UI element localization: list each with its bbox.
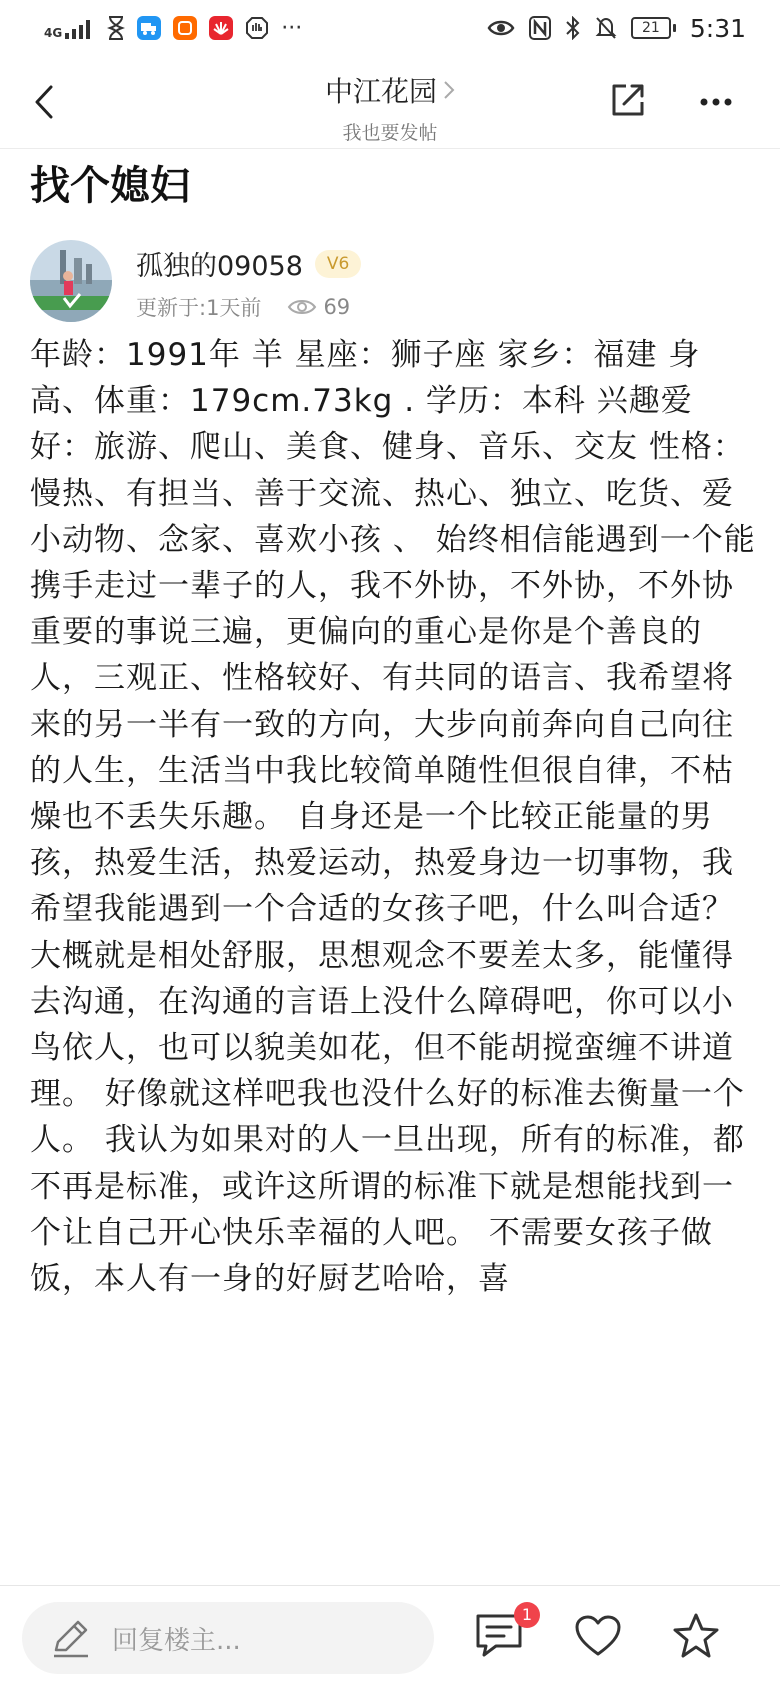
back-icon [34,85,54,119]
favorite-button[interactable] [672,1612,722,1662]
nfc-icon [529,16,551,40]
huawei-app-icon [209,16,233,40]
new-post-link[interactable]: 我也要发帖 [342,122,438,144]
battery-tip [673,24,676,32]
view-count: 69 [323,295,351,319]
comment-button[interactable] [474,1605,533,1662]
taobao-app-icon [173,16,197,40]
like-button[interactable] [574,1614,622,1660]
favorite-icon [672,1612,720,1660]
more-status-icons: ··· [281,15,303,41]
status-right [487,14,746,43]
reply-placeholder: 回复楼主... [112,1625,241,1656]
share-icon [608,80,648,120]
status-bar [0,0,780,56]
post-content: 年龄：1991年 羊 星座：狮子座 家乡：福建 身高、体重：179cm.73kg . 学历：本科 兴趣爱好：旅游、爬山、美食、健身、音乐、交友 性格：慢热、有担当、善于交流、热心、独立、吃货、爱小动物、念家、喜欢小孩 、 始终相信能遇到一个能携手走过一辈子的人，我不外协，不外协，不外协重要的事说三遍，更偏向的重心是你是个善良的人，三观正、性格较好、有共同的语言、我希望将来的另一半有一致的方向，大步向前奔向自己向往的人生，生活当中我比较简单随性但很自律，不枯燥也不丢失乐趣。 自身还是一个比较正能量的男孩，热爱生活，热爱运动，热爱身边一切事物，我希望我能遇到一个合适的女孩子吧，什么叫合适？大概就是相处舒服，思想观念不要差太多，能懂得去沟通，在沟通的言语上没什么障碍吧，你可以小鸟依人，也可以貌美如花，但不能胡搅蛮缠不讲道理。 好像就这样吧我也没什么好的标准去衡量一个人。 我认为如果对的人一旦出现，所有的标准，都不再是标准，或许这所谓的标准下就是想能找到一个让自己开心快乐幸福的人吧。 不需要女孩子做饭，本人有一身的好厨艺哈哈，喜 [30,337,756,1298]
network-indicator [44,17,95,39]
delivery-app-icon [137,16,161,40]
view-icon [287,297,317,317]
network-label: 4G [44,26,63,40]
share-button[interactable] [608,80,652,124]
post-title: 找个媳妇 [30,163,190,209]
bottom-action-bar [0,1586,780,1689]
more-icon [700,98,732,106]
avatar-image [30,240,112,322]
battery-level: 21 [631,17,671,39]
chevron-right-icon [443,80,455,100]
status-left [44,16,302,41]
like-icon [574,1614,622,1658]
back-button[interactable] [24,78,64,126]
level-badge: V6 [315,250,361,278]
battery-icon [631,17,676,39]
forum-title-row [325,70,455,110]
mute-icon [595,16,617,40]
forum-title-block[interactable] [190,70,590,145]
edit-icon [48,1616,92,1660]
author-name[interactable]: 孤独的09058 [136,251,303,282]
post-meta [136,292,350,322]
avatar[interactable] [30,240,112,322]
navigation-header [0,56,780,149]
comment-count-badge: 1 [514,1602,540,1628]
author-info [30,240,750,326]
hand-app-icon [245,16,269,40]
forum-title: 中江花园 [324,75,437,108]
reply-input[interactable] [22,1602,434,1674]
hourglass-icon [107,16,125,40]
bluetooth-icon [565,16,581,40]
more-button[interactable] [694,80,738,124]
eye-icon [487,18,515,38]
author-name-row [136,244,361,283]
signal-icon [65,17,95,39]
clock: 5:31 [689,13,746,43]
updated-time: 更新于:1天前 [136,296,262,320]
